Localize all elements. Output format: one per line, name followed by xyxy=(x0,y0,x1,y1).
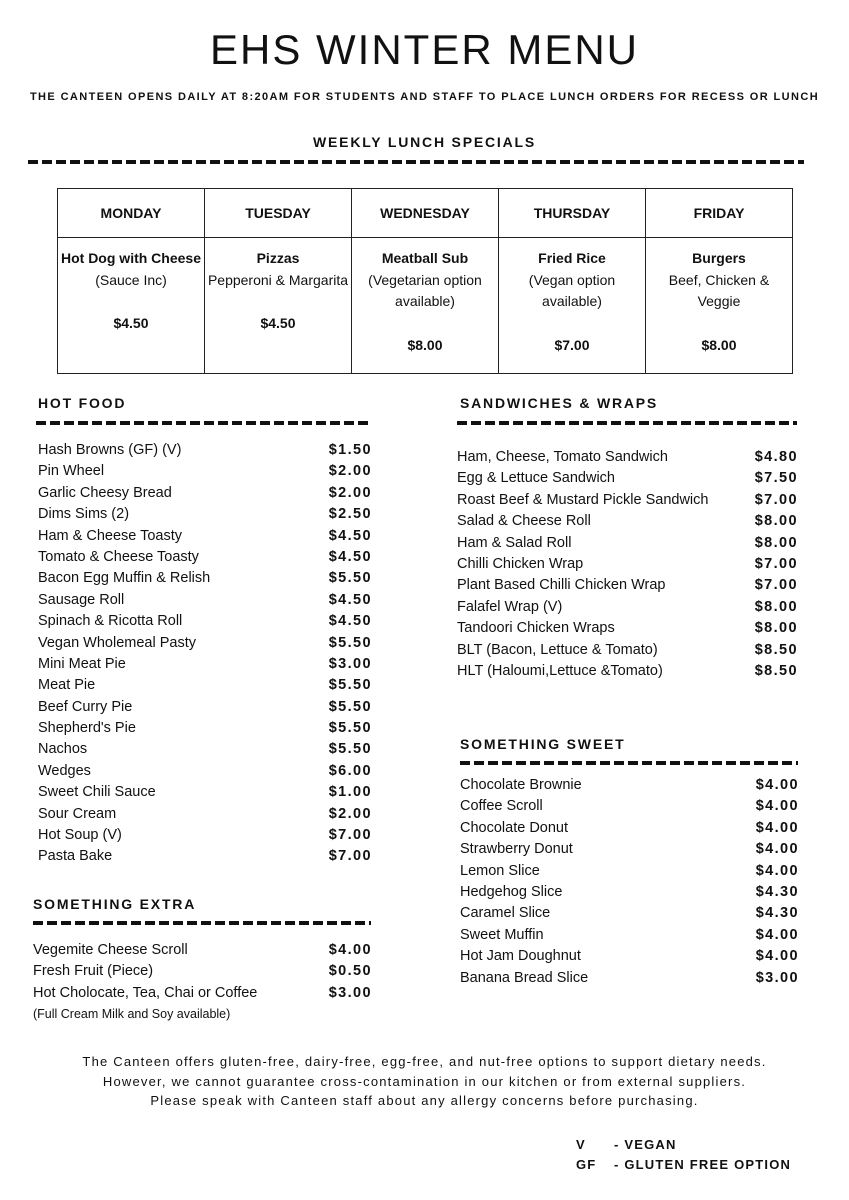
page-title: EHS WINTER MENU xyxy=(210,26,639,73)
special-desc: Pepperoni & Margarita xyxy=(207,271,349,288)
sandwiches-heading: SANDWICHES & WRAPS xyxy=(460,395,659,411)
menu-item xyxy=(460,796,799,817)
menu-item xyxy=(38,633,372,654)
extra-divider xyxy=(33,921,371,925)
menu-item xyxy=(457,597,798,618)
day-header: MONDAY xyxy=(58,189,205,238)
menu-item xyxy=(38,568,372,589)
item-price: $5.50 xyxy=(328,720,372,737)
item-name: Garlic Cheesy Bread xyxy=(38,484,172,501)
item-price: $7.00 xyxy=(328,848,372,865)
item-price: $5.50 xyxy=(328,698,372,715)
item-price: $4.00 xyxy=(328,942,372,958)
item-name: Egg & Lettuce Sandwich xyxy=(457,470,615,487)
special-name: Pizzas xyxy=(256,250,300,266)
menu-item xyxy=(38,804,372,825)
menu-item xyxy=(38,547,372,568)
menu-item xyxy=(457,468,798,489)
specials-body-row xyxy=(58,238,793,374)
menu-item xyxy=(33,983,372,1004)
menu-item xyxy=(38,718,372,739)
dietary-legend xyxy=(576,1135,791,1175)
item-price: $7.00 xyxy=(754,555,798,572)
special-desc: (Sauce Inc) xyxy=(95,271,167,288)
item-name: Hash Browns (GF) (V) xyxy=(38,442,182,458)
specials-header-row xyxy=(58,189,793,238)
item-name: Sausage Roll xyxy=(38,591,125,608)
item-name: Tandoori Chicken Wraps xyxy=(457,620,615,637)
menu-item xyxy=(460,903,799,924)
item-price: $8.50 xyxy=(754,641,798,658)
menu-item xyxy=(457,511,798,532)
specials-heading: WEEKLY LUNCH SPECIALS xyxy=(313,134,536,150)
item-price: $3.00 xyxy=(328,655,372,672)
item-price: $5.50 xyxy=(328,570,372,587)
menu-item xyxy=(457,533,798,554)
item-price: $4.80 xyxy=(754,449,798,465)
menu-item xyxy=(457,490,798,511)
page-subtitle: THE CANTEEN OPENS DAILY AT 8:20AM FOR STUDENTS AND STAFF TO PLACE LUNCH ORDERS FOR RECESS OR LUNCH xyxy=(29,91,820,103)
menu-item xyxy=(38,697,372,718)
special-name: Meatball Sub xyxy=(381,250,469,266)
menu-item xyxy=(457,618,798,639)
item-name: Nachos xyxy=(38,741,88,758)
sweet-list xyxy=(460,775,799,989)
item-name: Meat Pie xyxy=(38,677,96,694)
day-header: WEDNESDAY xyxy=(352,189,499,238)
sandwiches-divider xyxy=(457,421,797,425)
item-price: $4.50 xyxy=(328,548,372,565)
item-name: Chilli Chicken Wrap xyxy=(457,555,584,572)
menu-item xyxy=(457,575,798,596)
sandwiches-list xyxy=(457,447,798,682)
menu-item xyxy=(460,882,799,903)
item-name: Wedges xyxy=(38,762,91,779)
menu-item xyxy=(460,839,799,860)
menu-item xyxy=(38,504,372,525)
menu-item xyxy=(460,968,799,989)
menu-item xyxy=(457,661,798,682)
item-name: Salad & Cheese Roll xyxy=(457,513,591,530)
item-name: Spinach & Ricotta Roll xyxy=(38,613,183,630)
item-price: $2.00 xyxy=(328,463,372,480)
item-name: Sour Cream xyxy=(38,805,117,822)
item-name: Sweet Chili Sauce xyxy=(38,784,156,801)
item-price: $8.00 xyxy=(754,513,798,530)
item-price: $4.00 xyxy=(755,777,799,793)
item-price: $2.00 xyxy=(328,805,372,822)
menu-item xyxy=(457,554,798,575)
item-name: Dims Sims (2) xyxy=(38,506,130,523)
item-price: $0.50 xyxy=(328,963,372,980)
menu-item xyxy=(457,447,798,468)
special-price: $4.50 xyxy=(260,315,296,331)
menu-item xyxy=(38,825,372,846)
item-price: $7.00 xyxy=(754,491,798,508)
item-price: $4.00 xyxy=(755,862,799,879)
item-price: $4.00 xyxy=(755,841,799,858)
item-name: Plant Based Chilli Chicken Wrap xyxy=(457,577,666,594)
item-name: Lemon Slice xyxy=(460,862,540,879)
item-name: Shepherd's Pie xyxy=(38,720,136,737)
menu-item xyxy=(38,761,372,782)
item-name: Vegemite Cheese Scroll xyxy=(33,942,188,958)
hot-food-list xyxy=(38,440,372,868)
item-name: HLT (Haloumi,Lettuce &Tomato) xyxy=(457,662,663,679)
menu-item xyxy=(33,961,372,982)
item-name: Ham & Salad Roll xyxy=(457,534,572,551)
item-name: Banana Bread Slice xyxy=(460,969,589,986)
legend-key: GF xyxy=(576,1157,597,1172)
item-name: BLT (Bacon, Lettuce & Tomato) xyxy=(457,641,658,658)
extra-heading: SOMETHING EXTRA xyxy=(33,896,197,912)
menu-item xyxy=(38,590,372,611)
item-price: $4.50 xyxy=(328,613,372,630)
item-name: Pin Wheel xyxy=(38,463,105,480)
item-price: $5.50 xyxy=(328,677,372,694)
item-name: Caramel Slice xyxy=(460,905,551,922)
menu-item xyxy=(38,483,372,504)
hot-food-heading: HOT FOOD xyxy=(38,395,127,411)
item-name: Hot Cholocate, Tea, Chai or Coffee xyxy=(33,984,258,1001)
specials-table xyxy=(57,188,793,374)
legend-row xyxy=(576,1155,791,1175)
item-price: $4.50 xyxy=(328,591,372,608)
menu-item xyxy=(38,846,372,867)
menu-item xyxy=(460,925,799,946)
item-name: Strawberry Donut xyxy=(460,841,573,858)
allergy-notice xyxy=(0,1052,849,1111)
item-name: Beef Curry Pie xyxy=(38,698,133,715)
item-name: Hot Soup (V) xyxy=(38,827,122,844)
item-price: $8.50 xyxy=(754,662,798,679)
menu-item xyxy=(38,782,372,803)
hot-food-divider xyxy=(36,421,372,425)
item-price: $4.00 xyxy=(755,926,799,943)
item-price: $8.00 xyxy=(754,534,798,551)
special-name: Fried Rice xyxy=(538,250,606,266)
item-price: $3.00 xyxy=(328,984,372,1001)
item-name: Roast Beef & Mustard Pickle Sandwich xyxy=(457,491,709,508)
item-name: Fresh Fruit (Piece) xyxy=(33,963,154,980)
item-name: Ham & Cheese Toasty xyxy=(38,527,182,544)
item-price: $4.30 xyxy=(755,883,799,900)
special-price: $4.50 xyxy=(113,315,149,331)
item-price: $5.50 xyxy=(328,741,372,758)
special-desc: (Vegetarian option available) xyxy=(368,271,482,309)
item-price: $4.00 xyxy=(755,819,799,836)
day-header: TUESDAY xyxy=(205,189,352,238)
menu-item xyxy=(33,940,372,961)
item-price: $6.00 xyxy=(328,762,372,779)
item-price: $2.00 xyxy=(328,484,372,501)
menu-item xyxy=(460,775,799,796)
menu-item xyxy=(38,440,372,461)
legend-label: - VEGAN xyxy=(614,1137,677,1152)
special-cell xyxy=(499,238,646,374)
item-name: Coffee Scroll xyxy=(460,798,543,815)
item-price: $4.50 xyxy=(328,527,372,544)
legend-key: V xyxy=(576,1137,586,1152)
special-cell xyxy=(58,238,205,374)
item-name: Hot Jam Doughnut xyxy=(460,948,581,965)
menu-item xyxy=(38,654,372,675)
item-price: $8.00 xyxy=(754,598,798,615)
item-name: Falafel Wrap (V) xyxy=(457,598,563,615)
item-price: $7.00 xyxy=(754,577,798,594)
menu-item xyxy=(460,818,799,839)
legend-row xyxy=(576,1135,791,1155)
item-price: $4.00 xyxy=(755,948,799,965)
item-name: Tomato & Cheese Toasty xyxy=(38,548,199,565)
item-price: $7.50 xyxy=(754,470,798,487)
allergy-line: Please speak with Canteen staff about any allergy concerns before purchasing. xyxy=(150,1093,699,1108)
specials-divider xyxy=(28,160,804,164)
menu-item xyxy=(460,861,799,882)
menu-item xyxy=(460,946,799,967)
special-price: $8.00 xyxy=(407,336,443,353)
special-cell xyxy=(646,238,793,374)
menu-item xyxy=(38,611,372,632)
menu-item xyxy=(38,526,372,547)
special-name: Burgers xyxy=(692,250,746,266)
special-price: $7.00 xyxy=(554,336,590,353)
item-price: $4.00 xyxy=(755,798,799,815)
sweet-heading: SOMETHING SWEET xyxy=(460,736,626,752)
item-name: Sweet Muffin xyxy=(460,926,544,943)
item-name: Vegan Wholemeal Pasty xyxy=(38,634,196,651)
sweet-divider xyxy=(460,761,798,765)
extra-list xyxy=(33,940,372,1004)
item-price: $1.50 xyxy=(328,442,372,458)
item-name: Chocolate Donut xyxy=(460,819,569,836)
item-name: Hedgehog Slice xyxy=(460,883,563,900)
menu-item xyxy=(38,739,372,760)
item-price: $1.00 xyxy=(328,784,372,801)
item-price: $5.50 xyxy=(328,634,372,651)
menu-item xyxy=(38,675,372,696)
menu-item xyxy=(457,640,798,661)
day-header: FRIDAY xyxy=(646,189,793,238)
item-price: $7.00 xyxy=(328,827,372,844)
item-price: $3.00 xyxy=(755,969,799,986)
day-header: THURSDAY xyxy=(499,189,646,238)
item-price: $4.30 xyxy=(755,905,799,922)
allergy-line: The Canteen offers gluten-free, dairy-free, egg-free, and nut-free options to support dietary needs. xyxy=(82,1054,767,1069)
special-name: Hot Dog with Cheese xyxy=(60,250,201,266)
milk-note: (Full Cream Milk and Soy available) xyxy=(33,1007,231,1021)
item-price: $8.00 xyxy=(754,620,798,637)
legend-label: - GLUTEN FREE OPTION xyxy=(614,1157,792,1172)
menu-item xyxy=(38,461,372,482)
special-cell xyxy=(352,238,499,374)
special-price: $8.00 xyxy=(701,336,737,353)
special-cell xyxy=(205,238,352,374)
item-name: Pasta Bake xyxy=(38,848,113,865)
item-price: $2.50 xyxy=(328,506,372,523)
item-name: Mini Meat Pie xyxy=(38,655,126,672)
item-name: Chocolate Brownie xyxy=(460,777,582,793)
item-name: Ham, Cheese, Tomato Sandwich xyxy=(457,449,668,465)
special-desc: (Vegan option available) xyxy=(528,271,616,309)
allergy-line: However, we cannot guarantee cross-contamination in our kitchen or from external suppliers. xyxy=(102,1073,747,1089)
item-name: Bacon Egg Muffin & Relish xyxy=(38,570,211,587)
special-desc: Beef, Chicken & Veggie xyxy=(668,271,770,309)
